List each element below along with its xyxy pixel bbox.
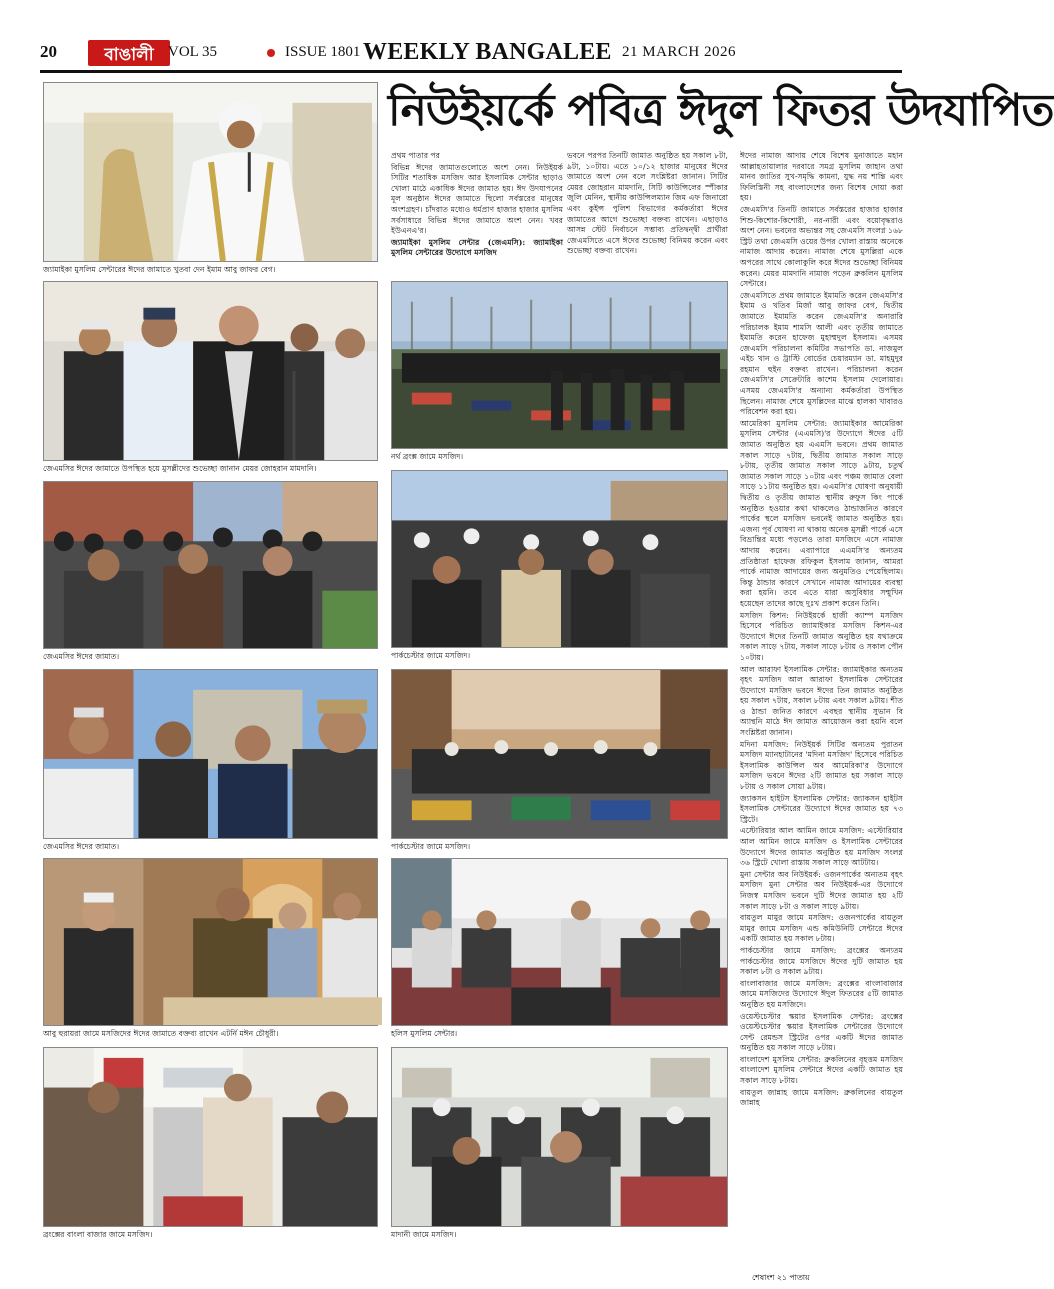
article-paragraph: পার্কচেস্টার জামে মসজিদ: ব্রংক্সের অন্যতম পার্কচেস্টার জামে মসজিদে ঈদের দুটি জামাত হয় সকাল ৮টা ও সকাল ৯টায়।	[740, 945, 903, 977]
caption-jmc-jamaat-1: জেএমসির ঈদের জামাত।	[43, 652, 120, 661]
article-paragraph: বাংলাদেশ মুসলিম সেন্টার: ব্রুকলিনের বৃহত্তম মসজিদ বাংলাদেশ মুসলিম সেন্টারে ঈদের একটি জামাত হয় সকাল সাড়ে ৮টায়।	[740, 1054, 903, 1086]
article-paragraph: আমেরিকা মুসলিম সেন্টার: জ্যামাইকার আমেরিকা মুসলিম সেন্টার (এএমসি)'র উদ্যোগে ঈদের ৫টি জামাত অনুষ্ঠিত হয় এএমসি ভবনে। প্রথম জামাত সকাল সাড়ে ৭টায়, দ্বিতীয় জামাত সকাল সাড়ে ৮টায়, তৃতীয় জামাত সকাল সাড়ে ৯টায়, চতুর্থ জামাত সকাল সাড়ে ১০টায় এবং পঞ্চম জামাত বেলা সাড়ে ১১টায় অনুষ্ঠিত হয়। এএমসি'র ঘোষণা অনুযায়ী দ্বিতীয় ও তৃতীয় জামাত স্থানীয় রুফুস কিং পার্কে অনুষ্ঠিত হওয়ার কথা থাকলেও ঠান্ডাজনিত কারণে পার্কের স্থলে মসজিদ ভবনেই জামাত অনুষ্ঠিত হয়। এজন্য পূর্ব ঘোষণা না থাকায় অনেক মুসল্লী পার্কে এসে বিভ্রান্তির মধ্যে পড়লেও তারা মসজিদে এসে নামাজ আদায় করেন। এব্যাপারে এএমসি'র অন্যতম প্রতিষ্ঠাতা হাফেজ রফিকুল ইসলাম জানান, আমরা পার্কে নামাজ আদায়ের জন্য অনুমতিও পেয়েছিলাম। কিন্তু ঠান্ডার কারণে সেখানে নামাজ আদায়ের ব্যবস্থা করা হয়নি। তবে এতে যারা অসুবিধার সম্মুখিন হয়েছেন তাদের কাছে দুঃখ প্রকাশ করেন তিনি।	[740, 418, 903, 608]
caption-imam-khutba: জ্যামাইকা মুসলিম সেন্টারের ঈদের জামাতে খুতবা দেন ইমাম আবু জাফর বেগ।	[43, 265, 276, 274]
article-paragraph: এস্টোরিয়ার আল আমিন জামে মসজিদ: এস্টোরিয়ার আল আমিন জামে মসজিদ ও ইসলামিক সেন্টারের উদ্যোগে ঈদের জামাত অনুষ্ঠিত হয় মসজিদ সংলগ্ন ৩৬ স্ট্রিটে খোলা রাস্তায় সকাল সাড়ে আটটায়।	[740, 826, 903, 868]
volume-label: VOL 35	[168, 44, 218, 60]
photo-madani-mosque	[391, 1047, 728, 1227]
article-paragraph: জেএমসি'র তিনটি জামাতে সর্বস্তরের হাজার হাজার শিশু-কিশোর-কিশোরী, নর-নারী এবং বয়োবৃদ্ধরাও অংশ নেন। ভবনের অভ্যন্তর সহ জেএমসি সংলগ্ন ১৬৮ স্ট্রিট তথা জেএমসি ওয়ের উপর খোলা রাস্তায় অনেকে নামাজ আদায় করেন। নামাজ শেষে মুসল্লিরা একে অপরের সাথে কোলাকুলি করে ঈদের শুভেচ্ছা বিনিময় করেন। মেয়র মামদানি নামাজ পড়েন ব্রুকলিন মুসলিম সেন্টারে।	[740, 204, 903, 289]
article-paragraph: জেএমসিতে প্রথম জামাতে ইমামতি করেন জেএমসি'র ইমাম ও খতিব মির্জা আবু জাফর বেগ, দ্বিতীয় জামাতে ইমামতি করেন জেএমসি'র অনারারি পরিচালক ইমাম শামসি আলী এবং তৃতীয় জামাতে ইমামতি করেন হাফেজ মুহাম্মদুল ইসলাম। এসময় জেএমসি পরিচালনা কমিটির সভাপতি ডা. নাজমুল এইচ খান ও ট্রাস্টি বোর্ডের চেয়ারম্যান ডা. মাহমুদুর রহমান হুইন বক্তব্য রাখেন। পরিচালনা করেন জেএমসি'র সেক্রেটারি কাশেম ইসলাম দেলোয়ার। এসময় জেএমসি'র অন্যান্য কর্মকর্তারা উপস্থিত ছিলেন। নামাজ শেষে মুসল্লিদের মাঝে হালকা খাবারও পরিবেশন করা হয়।	[740, 290, 903, 417]
article-paragraph: জ্যাকসন হাইটস ইসলামিক সেন্টার: জ্যাকসন হাইটস ইসলামিক সেন্টারের উদ্যোগে ঈদের জামাত হয় ৭৩ স্ট্রিটে।	[740, 793, 903, 824]
photo-bangla-bazar-mosque	[43, 1047, 378, 1227]
photo-north-bronx-mosque	[391, 281, 728, 449]
caption-bangla-bazar: ব্রংক্সের বাংলা বাজার জামে মসজিদ।	[43, 1230, 153, 1239]
article-paragraph: বাংলাবাজার জামে মসজিদ: ব্রংক্সের বাংলাবাজার জামে মসজিদের উদ্যোগে ঈদুল ফিতরের ৫টি জামাত অনুষ্ঠিত হয় মসজিদে।	[740, 978, 903, 1009]
article-paragraph: আল আরাফা ইসলামিক সেন্টার: জ্যামাইকার অন্যতম বৃহৎ মসজিদ আল আরাফা ইসলামিক সেন্টারের উদ্যোগে মসজিদ ভবনে ঈদের তিন জামাত অনুষ্ঠিত হয় সকাল ৭টায়, সকাল ৮টায় এবং সকাল ৯টায়। শীত ও ঠান্ডা জনিত কারণে এবছর স্থানীয় সুভান বি অ্যান্থনি মাঠে ঈদ জামাত আয়োজন করা হয়নি বলে সংশ্লিষ্টরা জানান।	[740, 664, 903, 738]
newspaper-logo	[88, 38, 170, 68]
article-paragraph: মুনা সেন্টার অব নিউইয়র্ক: ওজনপার্কের অন্যতম বৃহৎ মসজিদ মুনা সেন্টার অব নিউইয়র্ক-এর উদ্যোগে নিজস্ব মসজিদ ভবনে দুটি ঈদের জামাত হয় ২টি সকাল সাড়ে ৮টা ও সকাল সাড়ে ৯টায়।	[740, 869, 903, 911]
article-paragraph: মসজিদ কিশন: নিউইয়র্কে হাজী ক্যাম্প মসজিদ হিসেবে পরিচিত জ্যামাইকার মসজিদ কিশন-এর উদ্যোগে ঈদের তিনটি জামাত অনুষ্ঠিত হয় যথাক্রমে সকাল সাড়ে ৭টায়, সকাল সাড়ে ৮টায় ও সকাল পৌন ১০টায়।	[740, 610, 903, 662]
article-paragraph: বায়তুল মামুর জামে মসজিদ: ওজনপার্কের বায়তুল মামুর জামে মসজিদ এন্ড কমিউনিটি সেন্টারে ঈদের একটি জামাত হয় সকাল ৮টায়।	[740, 913, 903, 944]
photo-hollis-muslim-center	[391, 858, 728, 1026]
continued-on-page-label: শেষাংশ ২১ পাতায়	[752, 1273, 810, 1282]
article-paragraph: জ্যামাইকা মুসলিম সেন্টার (জেএমসি): জ্যামাইকা মুসলিম সেন্টারের উদ্যোগে মসজিদ	[391, 237, 563, 258]
logo-text: বাঙালী	[104, 45, 154, 65]
page-number: 20	[40, 42, 57, 61]
article-paragraph: ওয়েস্টচেস্টার স্কয়ার ইসলামিক সেন্টার: ব্রংক্সের ওয়েস্টচেস্টার স্কয়ার ইসলামিক সেন্টারের উদ্যোগে সেন্ট রেমন্ডস স্ট্রিটের ওপর একটি ঈদের জামাত অনুষ্ঠিত হয় সকাল সাড়ে ৮টায়।	[740, 1011, 903, 1053]
issue-date: 21 MARCH 2026	[622, 44, 737, 60]
article-paragraph: ভবনে পরপর তিনটি জামাত অনুষ্ঠিত হয় সকাল ৮টা, ৯টা, ১০টায়। এতে ১০/১২ হাজার মানুষের ঈদের জামাতে অংশ নেন বলে সংশ্লিষ্টরা জানান। সিটির মেয়র জোহরান মামদানি, সিটি কাউন্সিলের স্পীকার জুলি মেনিন, স্থানীয় কাউন্সিলম্যান জিম এফ জিনারো এবং কুইন্স পুলিশ বিভাগের কর্মকর্তারা ঈদের জামাতের আগে শুভেচ্ছা বক্তব্য রাখেন। এছাড়াও আসন্ন স্টেট নির্বাচনে সম্ভাব্য প্রতিদ্বন্দ্বী প্রার্থীরা জেএমসিতে এসে ঈদের শুভেচ্ছা বিনিময় করেন এবং শুভেচ্ছা বক্তব্য রাখেন।	[567, 151, 728, 256]
article-paragraph: বিভিন্ন ঈদের জামাতগুলোতে অংশ নেন। নিউইয়র্ক সিটির শতাধিক মসজিদ আর ইসলামিক সেন্টার ছাড়াও খোলা মাঠে একাধিক ঈদের জামাত হয়। ঈদ উদযাপনের মূল অনুষ্ঠান ঈদের জামাতে ছিলো সর্বস্তরের মানুষের অংশগ্রহণ। চাঁদরাত মধ্যেও ধর্মপ্রাণ হাজার হাজার মুসলিম সর্বসাধারে বিভিন্ন ঈদের জামাতে অংশ নেন। খবর ইউএনএ'র।	[391, 162, 563, 236]
photo-jmc-street-jamaat-1	[43, 481, 378, 649]
headline: নিউইয়র্কে পবিত্র ঈদুল ফিতর উদযাপিত	[388, 85, 1054, 136]
article-paragraph: মদিনা মসজিদ: নিউইয়র্ক সিটির অন্যতম পুরাতন মসজিদ ম্যানহাটানের 'মদিনা মসজিদ' হিসেবে পরিচিত ইসলামিক কাউন্সিল অব আমেরিকা'র উদ্যোগে মসজিদ ভবনে ঈদের ২টি জামাত হয় সকাল সাড়ে ৮টায় ও সকাল সোয়া ৯টায়।	[740, 739, 903, 792]
caption-abu-hurayra: আবু হুরায়রা জামে মসজিদের ঈদের জামাতে বক্তব্য রাখেন এটর্নি মঈন চৌধুরী।	[43, 1029, 279, 1038]
page-header	[40, 38, 902, 68]
photo-abu-hurayra-mosque	[43, 858, 378, 1026]
caption-mayor-greeting: জেএমসির ঈদের জামাতে উপস্থিত হয়ে মুসল্লীদের শুভেচ্ছা জানান মেয়র জোহরান মামদানি।	[43, 464, 317, 473]
caption-north-bronx-mosque: নর্থ ব্রংক্স জামে মসজিদ।	[391, 452, 464, 461]
caption-parkchester-1: পার্কচেস্টার জামে মসজিদ।	[391, 651, 471, 660]
caption-madani: মাদানী জামে মসজিদ।	[391, 1230, 457, 1239]
publication-name: WEEKLY BANGALEE	[363, 39, 612, 65]
photo-parkchester-mosque-2	[391, 669, 728, 839]
separator-dot-icon	[267, 49, 275, 57]
photo-mayor-greeting	[43, 281, 378, 461]
photo-jmc-street-jamaat-2	[43, 669, 378, 839]
article-jump-label: প্রথম পাতার পর	[391, 151, 440, 160]
article-column-1	[391, 151, 563, 276]
caption-parkchester-2: পার্কচেস্টার জামে মসজিদ।	[391, 842, 471, 851]
article-column-2	[567, 151, 728, 276]
caption-hollis: হলিস মুসলিম সেন্টার।	[391, 1029, 458, 1038]
caption-jmc-jamaat-2: জেএমসির ঈদের জামাত।	[43, 842, 120, 851]
article-paragraph: বায়তুল জান্নাহ জামে মসজিদ: ব্রুকলিনের বায়তুল জান্নাহ	[740, 1087, 903, 1108]
photo-parkchester-mosque-1	[391, 470, 728, 648]
issue-label: ISSUE 1801	[285, 44, 361, 60]
article-paragraph: ঈদের নামাজ আদায় শেষে বিশেষ মুনাজাতে মহান আল্লাহতায়ালার দরবারে সমগ্র মুসলিম জাহান তথা মানব জাতির সুখ-সমৃদ্ধি কামনা, যুদ্ধ নয় শান্তি এবং ফিলিস্তিনী সহ বাংলাদেশের জন্য বিশেষ দোয়া করা হয়।	[740, 151, 903, 203]
header-rule	[40, 70, 902, 73]
article-column-3	[740, 151, 903, 1268]
photo-imam-khutba	[43, 82, 378, 262]
